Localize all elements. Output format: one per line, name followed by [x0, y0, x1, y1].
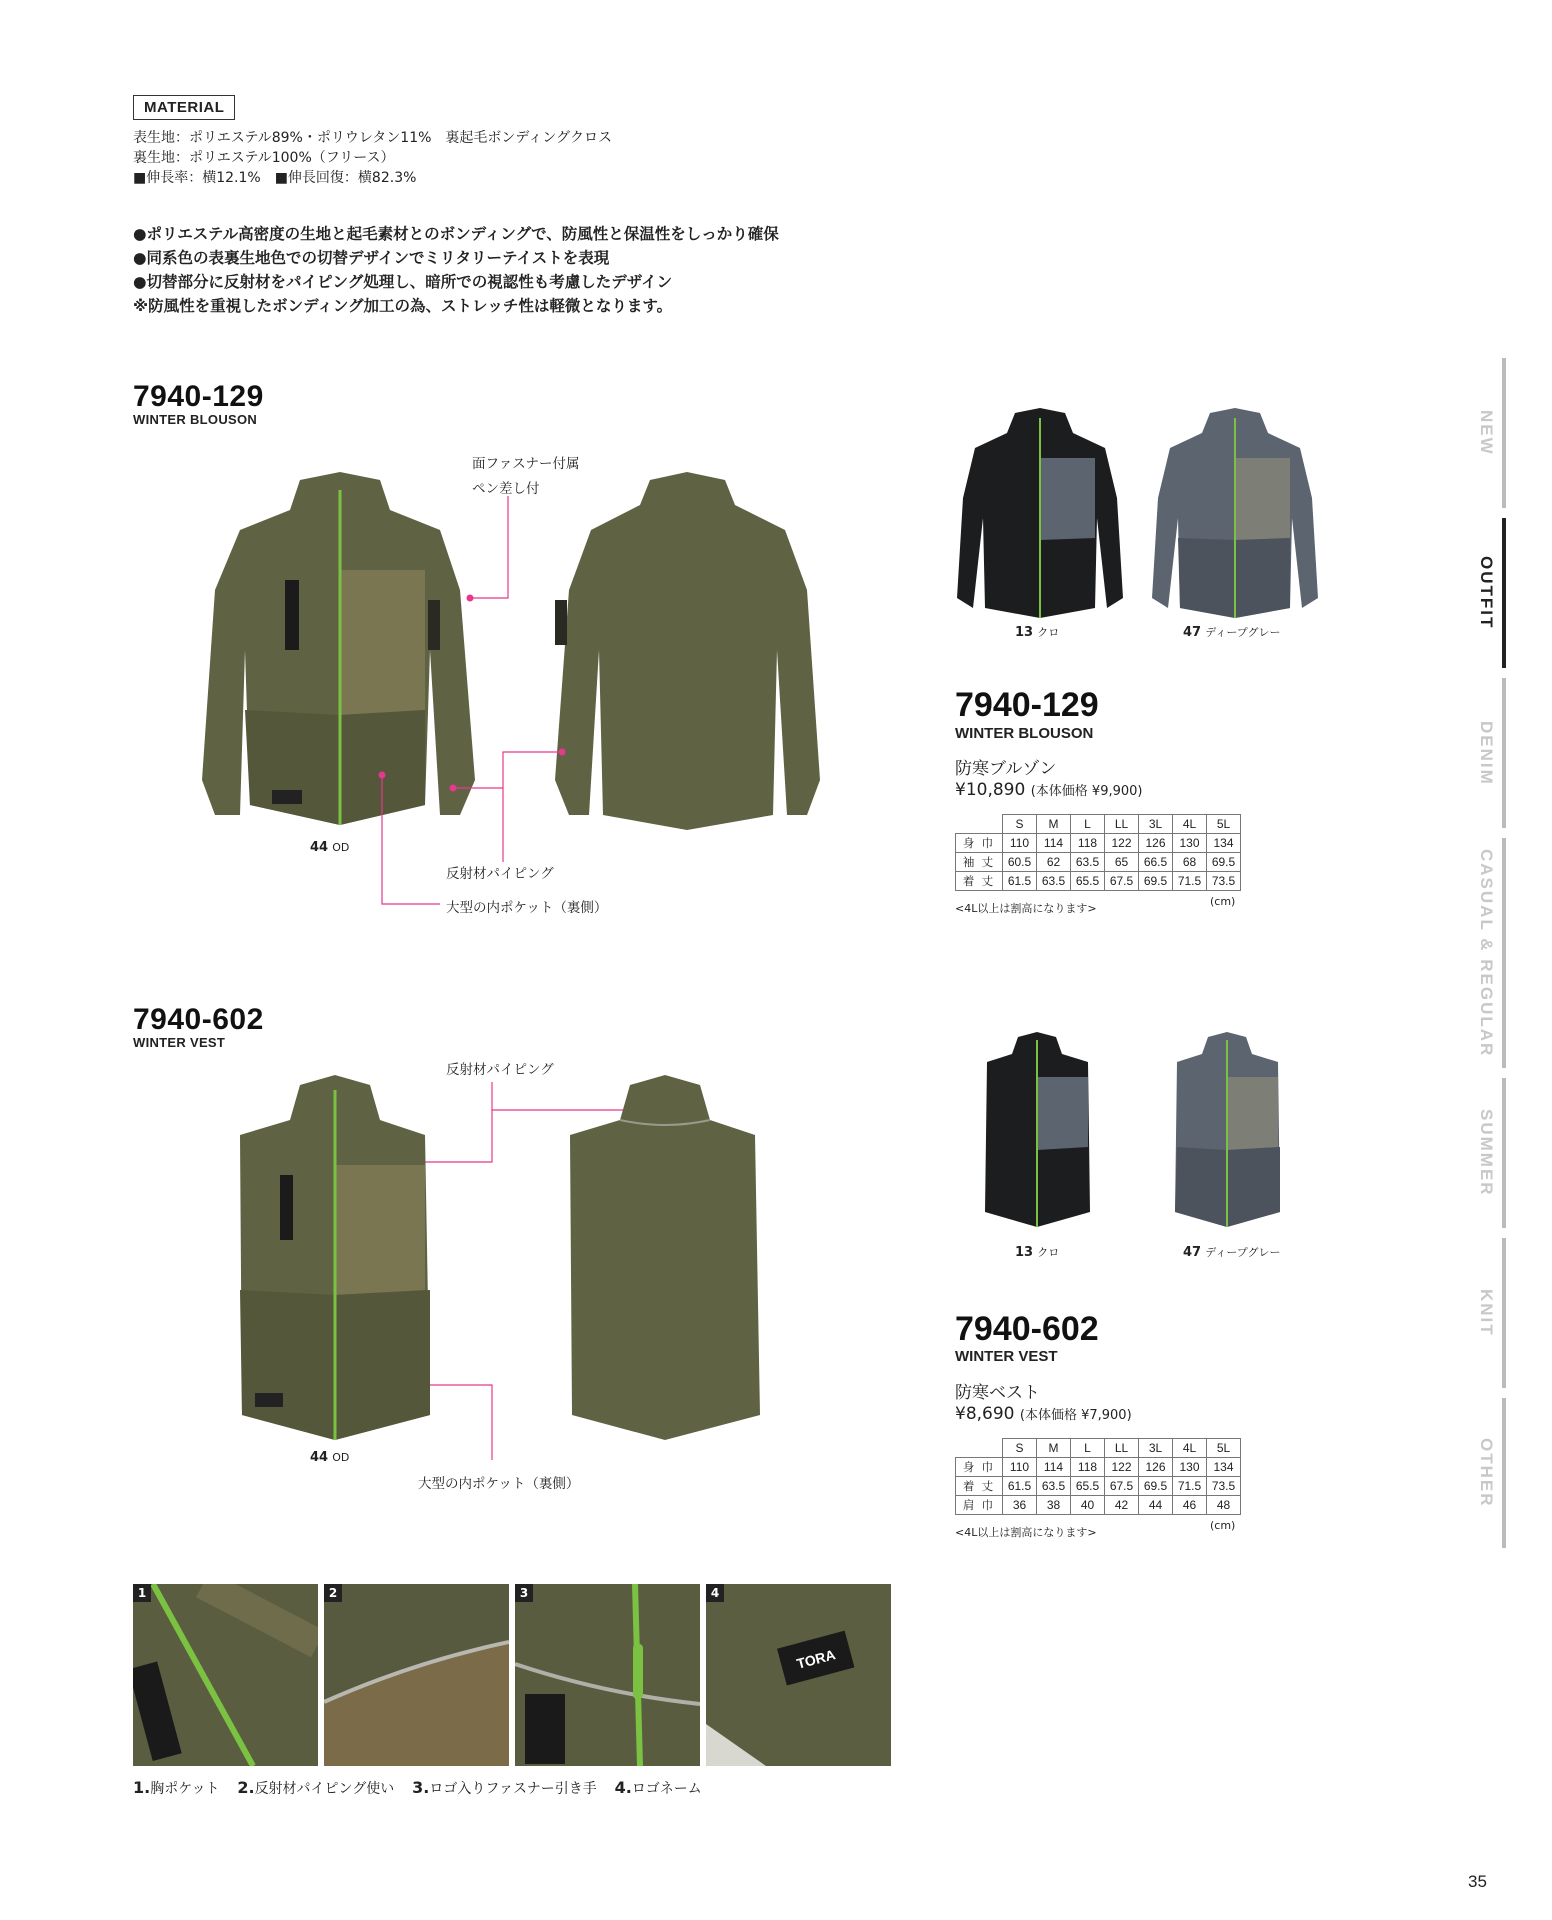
material-specs: [133, 128, 612, 188]
material-line: 裏生地：ポリエステル100%（フリース）: [133, 150, 395, 166]
table-cell: 65.5: [1071, 1477, 1105, 1496]
blouson-grey-photo: [1150, 408, 1320, 618]
size-header: 5L: [1207, 815, 1241, 834]
caption-text: ロゴ入りファスナー引き手: [429, 1781, 597, 1797]
size-header: 3L: [1139, 1439, 1173, 1458]
blouson-jp-name: 防寒ブルゾン: [955, 759, 1057, 779]
table-row: [956, 834, 1241, 853]
table-row: [956, 872, 1241, 891]
table-row: [956, 853, 1241, 872]
vest-variant-grey: [1183, 1244, 1280, 1260]
blouson-subtitle: WINTER BLOUSON: [133, 412, 258, 427]
size-header: L: [1071, 815, 1105, 834]
size-header: S: [1003, 815, 1037, 834]
size-header: M: [1037, 815, 1071, 834]
table-row: [956, 815, 1241, 834]
row-label: 肩 巾: [956, 1496, 1003, 1515]
vest-subtitle-large: WINTER VEST: [955, 1348, 1058, 1365]
tab-summer[interactable]: [1470, 1078, 1506, 1228]
tab-outfit[interactable]: [1470, 518, 1506, 668]
tab-label: KNIT: [1477, 1289, 1496, 1337]
size-header: 4L: [1173, 815, 1207, 834]
vest-price: [955, 1404, 1132, 1424]
color-number: 47: [1183, 625, 1202, 640]
blouson-code-large: 7940-129: [955, 686, 1099, 724]
vest-grey-photo: [1170, 1032, 1285, 1232]
vest-size-note: <4L以上は割高になります>: [955, 1526, 1097, 1539]
blouson-back-photo: [545, 470, 830, 840]
table-cell: 130: [1173, 834, 1207, 853]
table-cell: 61.5: [1003, 1477, 1037, 1496]
table-cell: 118: [1071, 834, 1105, 853]
tab-label: OUTFIT: [1477, 556, 1496, 630]
material-line: 表生地：ポリエステル89%・ポリウレタン11% 裏起毛ボンディングクロス: [133, 130, 613, 146]
table-cell: 126: [1139, 834, 1173, 853]
table-cell: 44: [1139, 1496, 1173, 1515]
table-cell: 67.5: [1105, 872, 1139, 891]
price-value: ¥8,690: [955, 1404, 1015, 1424]
blouson-main-color: [310, 840, 349, 855]
caption-text: ロゴネーム: [631, 1781, 702, 1797]
table-cell: 71.5: [1173, 1477, 1207, 1496]
callout-velcro: 面ファスナー付属: [472, 456, 580, 472]
detail-image: [706, 1584, 891, 1766]
table-cell: 63.5: [1037, 1477, 1071, 1496]
row-label: 着 丈: [956, 872, 1003, 891]
material-label: MATERIAL: [133, 95, 235, 120]
detail-image: [515, 1584, 700, 1766]
color-number: 13: [1015, 625, 1034, 640]
size-header: 4L: [1173, 1439, 1207, 1458]
table-cell: 73.5: [1207, 872, 1241, 891]
tab-new[interactable]: [1470, 358, 1506, 508]
callout-reflector: 反射材パイピング: [446, 866, 554, 882]
table-corner: [956, 815, 1003, 834]
color-name: クロ: [1037, 1246, 1060, 1259]
table-cell: 36: [1003, 1496, 1037, 1515]
detail-number: 2: [324, 1584, 342, 1602]
size-header: LL: [1105, 1439, 1139, 1458]
table-cell: 69.5: [1139, 872, 1173, 891]
table-cell: 65.5: [1071, 872, 1105, 891]
table-cell: 71.5: [1173, 872, 1207, 891]
size-header: 5L: [1207, 1439, 1241, 1458]
color-name: OD: [332, 841, 350, 854]
base-price: (本体価格 ¥7,900): [1019, 1408, 1132, 1423]
color-name: クロ: [1037, 626, 1060, 639]
color-name: ディープグレー: [1205, 1246, 1281, 1259]
tab-denim[interactable]: [1470, 678, 1506, 828]
blouson-variant-grey: [1183, 624, 1280, 640]
table-row: [956, 1496, 1241, 1515]
caption-number: 3: [412, 1778, 424, 1797]
tab-other[interactable]: [1470, 1398, 1506, 1548]
feature-item: ※防風性を重視したボンディング加工の為、ストレッチ性は軽微となります。: [133, 297, 673, 315]
detail-photo-zipper-pull: [515, 1584, 700, 1766]
color-number: 44: [310, 840, 329, 855]
detail-photo-logo-label: [706, 1584, 891, 1766]
vest-front-photo: [230, 1075, 440, 1455]
row-label: 身 巾: [956, 1458, 1003, 1477]
feature-item: ●ポリエステル高密度の生地と起毛素材とのボンディングで、防風性と保温性をしっかり確保: [133, 225, 779, 243]
table-cell: 69.5: [1207, 853, 1241, 872]
table-cell: 62: [1037, 853, 1071, 872]
color-number: 44: [310, 1450, 329, 1465]
table-cell: 61.5: [1003, 872, 1037, 891]
table-cell: 65: [1105, 853, 1139, 872]
caption-number: 1: [133, 1778, 145, 1797]
table-cell: 122: [1105, 834, 1139, 853]
callout-inner-pocket: 大型の内ポケット（裏側）: [446, 900, 608, 916]
table-cell: 69.5: [1139, 1477, 1173, 1496]
detail-captions: 1.胸ポケット 2.反射材パイピング使い 3.ロゴ入りファスナー引き手 4.ロゴネーム: [133, 1778, 702, 1797]
vest-code-large: 7940-602: [955, 1310, 1099, 1348]
page-number: 35: [1468, 1872, 1487, 1891]
price-value: ¥10,890: [955, 780, 1026, 800]
table-cell: 130: [1173, 1458, 1207, 1477]
table-cell: 40: [1071, 1496, 1105, 1515]
vest-black-photo: [980, 1032, 1095, 1232]
vest-jp-name: 防寒ベスト: [955, 1383, 1040, 1403]
blouson-code: 7940-129: [133, 380, 264, 413]
table-cell: 122: [1105, 1458, 1139, 1477]
vest-code: 7940-602: [133, 1003, 264, 1036]
tab-label: SUMMER: [1477, 1109, 1496, 1197]
blouson-black-photo: [955, 408, 1125, 618]
size-header: S: [1003, 1439, 1037, 1458]
table-row: [956, 1477, 1241, 1496]
blouson-size-note: <4L以上は割高になります>: [955, 902, 1097, 915]
caption-text: 胸ポケット: [150, 1781, 220, 1797]
size-header: LL: [1105, 815, 1139, 834]
callout-vest-pocket: 大型の内ポケット（裏側）: [418, 1476, 580, 1492]
size-header: 3L: [1139, 815, 1173, 834]
table-cell: 118: [1071, 1458, 1105, 1477]
table-cell: 73.5: [1207, 1477, 1241, 1496]
size-header: L: [1071, 1439, 1105, 1458]
feature-item: ●切替部分に反射材をパイピング処理し、暗所での視認性も考慮したデザイン: [133, 273, 673, 291]
size-header: M: [1037, 1439, 1071, 1458]
row-label: 袖 丈: [956, 853, 1003, 872]
tab-knit[interactable]: [1470, 1238, 1506, 1388]
table-cell: 60.5: [1003, 853, 1037, 872]
table-cell: 68: [1173, 853, 1207, 872]
blouson-size-table: [955, 814, 1241, 891]
detail-number: 4: [706, 1584, 724, 1602]
caption-text: 反射材パイピング使い: [254, 1781, 395, 1797]
table-cell: 126: [1139, 1458, 1173, 1477]
row-label: 着 丈: [956, 1477, 1003, 1496]
color-number: 13: [1015, 1245, 1034, 1260]
table-cell: 110: [1003, 1458, 1037, 1477]
table-cell: 66.5: [1139, 853, 1173, 872]
color-name: OD: [332, 1451, 350, 1464]
blouson-subtitle-large: WINTER BLOUSON: [955, 725, 1094, 742]
detail-image: [133, 1584, 318, 1766]
caption-number: 4: [614, 1778, 626, 1797]
table-cell: 38: [1037, 1496, 1071, 1515]
tab-label: DENIM: [1477, 720, 1496, 786]
table-cell: 110: [1003, 834, 1037, 853]
row-label: 身 巾: [956, 834, 1003, 853]
tab-casual-regular[interactable]: [1470, 838, 1506, 1068]
callout-pen-holder: ペン差し付: [472, 481, 540, 497]
table-cell: 67.5: [1105, 1477, 1139, 1496]
table-cell: 63.5: [1071, 853, 1105, 872]
logo-text: TORA: [794, 1646, 838, 1672]
table-cell: 46: [1173, 1496, 1207, 1515]
table-corner: [956, 1439, 1003, 1458]
table-cell: 114: [1037, 834, 1071, 853]
table-cell: 134: [1207, 834, 1241, 853]
detail-number: 1: [133, 1584, 151, 1602]
tab-label: CASUAL & REGULAR: [1477, 848, 1496, 1058]
table-row: [956, 1458, 1241, 1477]
material-line: ■伸長率：横12.1% ■伸長回復：横82.3%: [133, 170, 417, 186]
vest-size-table: [955, 1438, 1241, 1515]
callout-vest-reflector: 反射材パイピング: [446, 1062, 554, 1078]
feature-list: [133, 222, 779, 318]
base-price: (本体価格 ¥9,900): [1030, 784, 1143, 799]
table-cell: 48: [1207, 1496, 1241, 1515]
vest-variant-black: [1015, 1244, 1059, 1260]
table-cell: 63.5: [1037, 872, 1071, 891]
blouson-price: [955, 780, 1142, 800]
table-cell: 134: [1207, 1458, 1241, 1477]
vest-main-color: [310, 1450, 349, 1465]
detail-photo-chest-pocket: [133, 1584, 318, 1766]
color-number: 47: [1183, 1245, 1202, 1260]
detail-image: [324, 1584, 509, 1766]
vest-size-unit: (cm): [1210, 1519, 1236, 1532]
caption-number: 2: [237, 1778, 249, 1797]
vest-subtitle: WINTER VEST: [133, 1035, 226, 1050]
table-row: [956, 1439, 1241, 1458]
detail-number: 3: [515, 1584, 533, 1602]
vest-back-photo: [560, 1075, 770, 1455]
tab-label: OTHER: [1477, 1438, 1496, 1508]
tab-label: NEW: [1477, 410, 1496, 456]
blouson-front-photo: [190, 470, 490, 840]
blouson-variant-black: [1015, 624, 1059, 640]
color-name: ディープグレー: [1205, 626, 1281, 639]
detail-photo-reflector: [324, 1584, 509, 1766]
table-cell: 114: [1037, 1458, 1071, 1477]
table-cell: 42: [1105, 1496, 1139, 1515]
blouson-size-unit: (cm): [1210, 895, 1236, 908]
feature-item: ●同系色の表裏生地色での切替デザインでミリタリーテイストを表現: [133, 249, 610, 267]
